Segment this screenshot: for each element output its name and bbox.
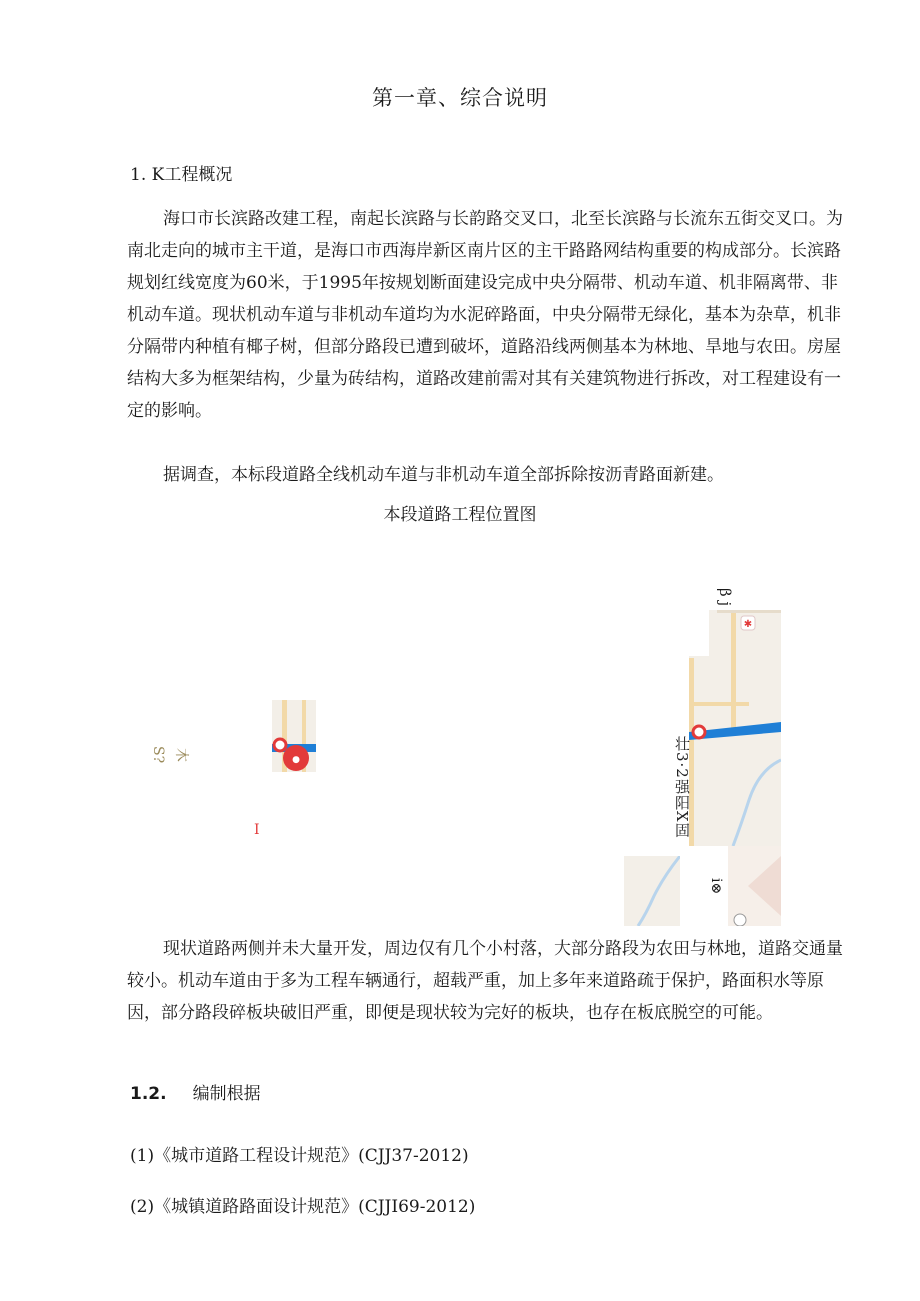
location-map-figure: [0, 540, 920, 930]
overview-paragraph-2: 据调查，本标段道路全线机动车道与非机动车道全部拆除按沥青路面新建。: [163, 465, 724, 485]
map-fragment-right: [689, 610, 781, 846]
section-heading-overview: 1. K工程概况: [130, 165, 233, 185]
map-vertical-label: 壮3·2强阳X固: [673, 736, 691, 839]
page-title: 第一章、综合说明: [372, 86, 548, 110]
overview-paragraph-3: 现状道路两侧并未大量开发，周边仅有几个小村落，大部分路段为农田与林地，道路交通量较小。机动车道由于多为工程车辆通行，超载严重，加上多年来道路疏于保护，路面积水等原因，部分路段碎板块破旧严重，即便是现状较为完好的板块，也存在板底脱空的可能。: [127, 939, 843, 1023]
overview-paragraph-1: 海口市长滨路改建工程，南起长滨路与长韵路交叉口，北至长滨路与长流东五街交叉口。为南北走向的城市主干道，是海口市西海岸新区南片区的主干路路网结构重要的构成部分。长滨路规划红线宽度为60米，于1995年按规划断面建设完成中央分隔带、机动车道、机非隔离带、非机动车道。现状机动车道与非机动车道均为水泥碎路面，中央分隔带无绿化，基本为杂草，机非分隔带内种植有椰子树，但部分路段已遭到破坏，道路沿线两侧基本为林地、旱地与农田。房屋结构大多为框架结构，少量为砖结构，道路改建前需对其有关建筑物进行拆改，对工程建设有一定的影响。: [127, 209, 843, 421]
reference-item: (1)《城市道路工程设计规范》(CJJ37-2012): [130, 1146, 469, 1166]
section-heading-basis: [130, 1079, 261, 1104]
section-number: 1.2.: [130, 1084, 167, 1104]
svg-text:●: ●: [292, 755, 300, 765]
reference-item: (2)《城镇道路路面设计规范》(CJJI69-2012): [130, 1197, 476, 1217]
map-top-label: β j: [716, 588, 734, 607]
map-left-label-b: 木: [173, 748, 189, 762]
map-left-label-a: S?: [150, 746, 166, 764]
map-fragment-bottom-left: [624, 856, 680, 926]
map-caption: 本段道路工程位置图: [383, 505, 537, 525]
map-fragment-left: [272, 700, 316, 772]
map-bottom-label: i⊗: [708, 878, 724, 895]
section-title: 编制根据: [192, 1084, 261, 1104]
map-fragment-bottom-right: [728, 846, 781, 926]
svg-text:✱: ✱: [743, 619, 753, 630]
map-red-mark: I: [254, 822, 260, 838]
